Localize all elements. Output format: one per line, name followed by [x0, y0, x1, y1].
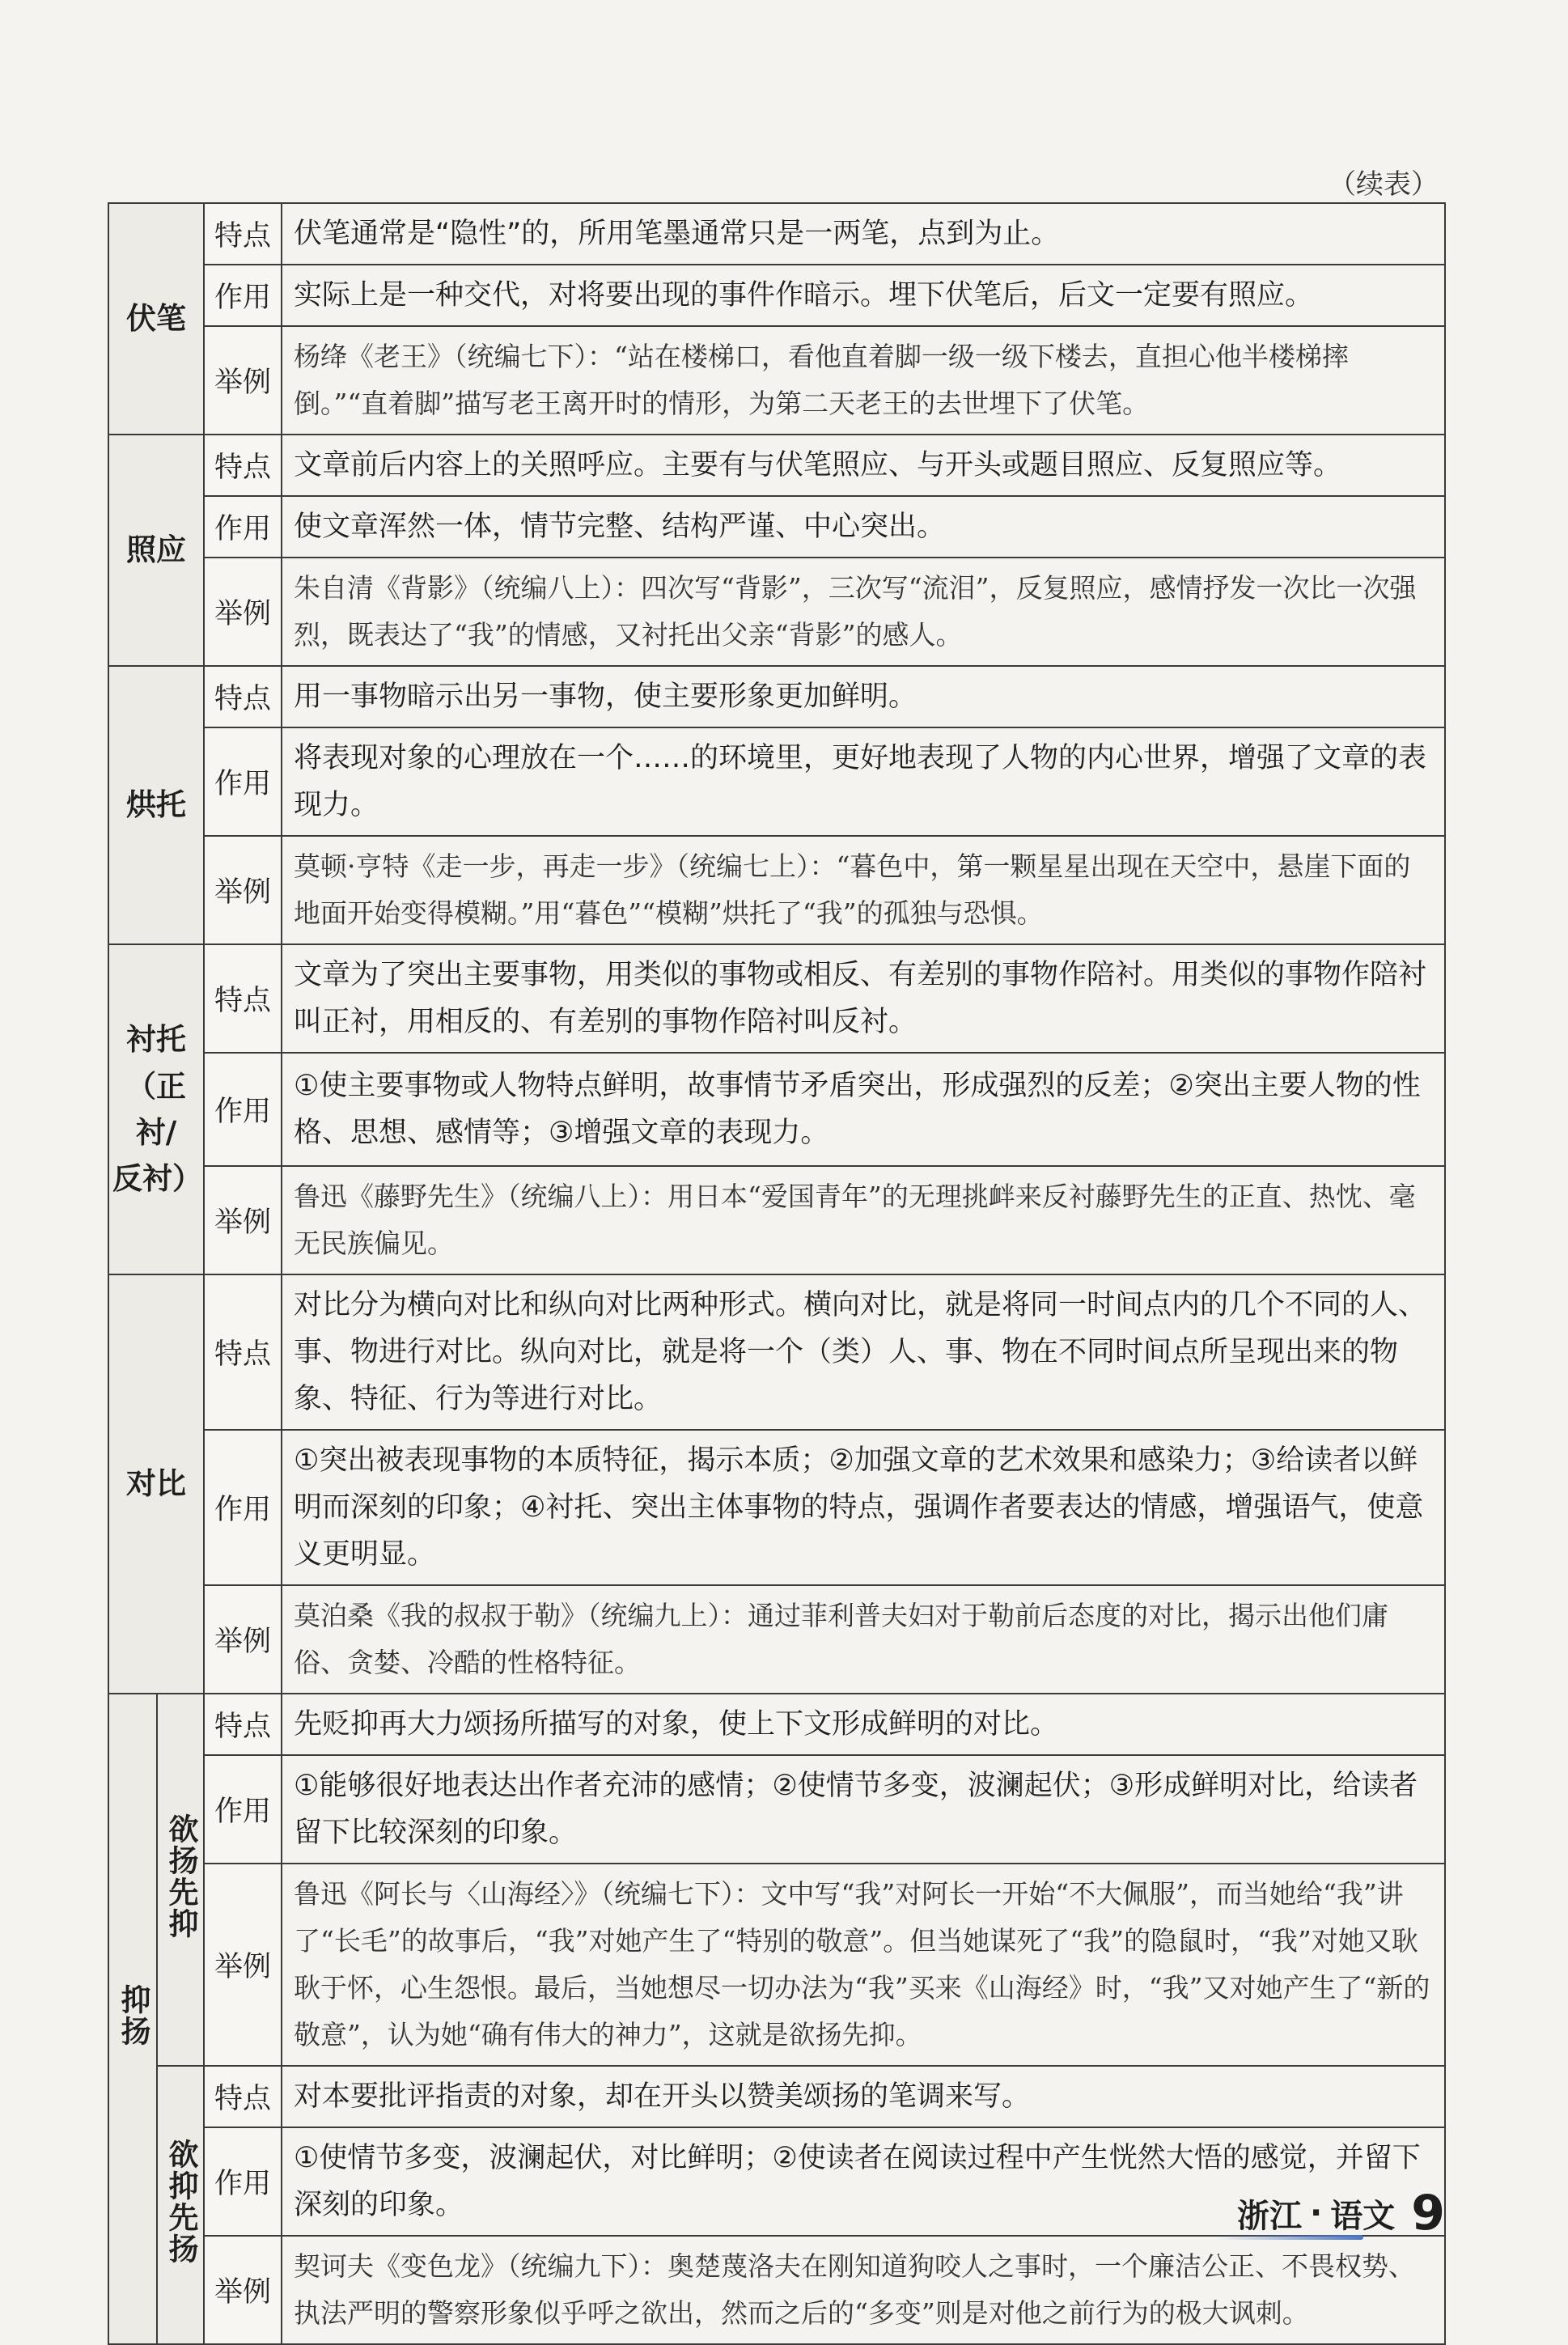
table-row	[108, 666, 1445, 727]
chentuo-trait: 文章为了突出主要事物，用类似的事物或相反、有差别的事物作陪衬。用类似的事物作陪衬叫正衬，用相反的、有差别的事物作陪衬叫反衬。	[282, 944, 1445, 1053]
hongtuo-example: 莫顿·亨特《走一步，再走一步》（统编七上）：“暮色中，第一颗星星出现在天空中，悬崖下面的地面开始变得模糊。”用“暮色”“模糊”烘托了“我”的孤独与恐惧。	[282, 836, 1445, 944]
group-label-line: （正衬/	[126, 1068, 186, 1150]
row-key-trait: 特点	[204, 666, 282, 727]
table-row	[108, 203, 1445, 265]
row-key-example: 举例	[204, 1166, 282, 1274]
row-key-trait: 特点	[204, 1694, 282, 1755]
row-key-example: 举例	[204, 558, 282, 666]
page-number: 9	[1411, 2185, 1445, 2241]
fubi-trait: 伏笔通常是“隐性”的，所用笔墨通常只是一两笔，点到为止。	[282, 203, 1445, 265]
table-row	[108, 727, 1445, 836]
chentuo-effect: ①使主要事物或人物特点鲜明，故事情节矛盾突出，形成强烈的反差；②突出主要人物的性格、思想、感情等；③增强文章的表现力。	[282, 1053, 1445, 1166]
table-row	[108, 265, 1445, 326]
zhaoying-trait: 文章前后内容上的关照呼应。主要有与伏笔照应、与开头或题目照应、反复照应等。	[282, 435, 1445, 496]
yuyi-example: 契诃夫《变色龙》（统编九下）：奥楚蔑洛夫在刚知道狗咬人之事时，一个廉洁公正、不畏权势、执法严明的警察形象似乎呼之欲出，然而之后的“多变”则是对他之前行为的极大讽刺。	[282, 2236, 1445, 2344]
row-key-trait: 特点	[204, 435, 282, 496]
table-row	[108, 1053, 1445, 1166]
yuyi-trait: 对本要批评指责的对象，却在开头以赞美颂扬的笔调来写。	[282, 2066, 1445, 2127]
row-key-effect: 作用	[204, 496, 282, 558]
yuyang-trait: 先贬抑再大力颂扬所描写的对象，使上下文形成鲜明的对比。	[282, 1694, 1445, 1755]
footer-dot: ·	[1310, 2194, 1323, 2232]
duibi-effect: ①突出被表现事物的本质特征，揭示本质；②加强文章的艺术效果和感染力；③给读者以鲜明而深刻的印象；④衬托、突出主体事物的特点，强调作者要表达的情感，增强语气，使意义更明显。	[282, 1430, 1445, 1585]
table-row	[108, 1166, 1445, 1274]
yuyi-effect: ①使情节多变，波澜起伏，对比鲜明；②使读者在阅读过程中产生恍然大悟的感觉，并留下深刻的印象。	[282, 2127, 1445, 2236]
table-row	[108, 836, 1445, 944]
hongtuo-trait: 用一事物暗示出另一事物，使主要形象更加鲜明。	[282, 666, 1445, 727]
row-key-example: 举例	[204, 2236, 282, 2344]
zhaoying-effect: 使文章浑然一体，情节完整、结构严谨、中心突出。	[282, 496, 1445, 558]
row-key-effect: 作用	[204, 1053, 282, 1166]
row-key-trait: 特点	[204, 2066, 282, 2127]
table-row	[108, 326, 1445, 435]
sub-label-yuyangxianyi	[157, 1694, 204, 2066]
group-label-line: 反衬）	[112, 1161, 202, 1197]
table-row	[108, 1864, 1445, 2066]
group-label-line: 衬托	[126, 1022, 186, 1058]
row-key-effect: 作用	[204, 265, 282, 326]
group-label-hongtuo: 烘托	[108, 666, 204, 944]
page-footer	[1237, 2185, 1445, 2241]
yuyang-example: 鲁迅《阿长与〈山海经〉》（统编七下）：文中写“我”对阿长一开始“不大佩服”，而当她给“我”讲了“长毛”的故事后，“我”对她产生了“特别的敬意”。但当她谋死了“我”的隐鼠时，“我”对她又耿耿于怀，心生怨恨。最后，当她想尽一切办法为“我”买来《山海经》时，“我”又对她产生了“新的敬意”，认为她“确有伟大的神力”，这就是欲扬先抑。	[282, 1864, 1445, 2066]
table-row	[108, 496, 1445, 558]
fubi-example: 杨绛《老王》（统编七下）：“站在楼梯口，看他直着脚一级一级下楼去，直担心他半楼梯摔倒。”“直着脚”描写老王离开时的情形，为第二天老王的去世埋下了伏笔。	[282, 326, 1445, 435]
chentuo-example: 鲁迅《藤野先生》（统编八上）：用日本“爱国青年”的无理挑衅来反衬藤野先生的正直、热忱、毫无民族偏见。	[282, 1166, 1445, 1274]
group-label-zhaoying: 照应	[108, 435, 204, 666]
table-row	[108, 1694, 1445, 1755]
group-label-fubi: 伏笔	[108, 203, 204, 435]
row-key-effect: 作用	[204, 1755, 282, 1864]
table-row	[108, 1585, 1445, 1694]
row-key-effect: 作用	[204, 727, 282, 836]
group-label-vertical: 抑扬	[116, 1983, 150, 2047]
group-label-yiyang	[108, 1694, 157, 2344]
hongtuo-effect: 将表现对象的心理放在一个……的环境里，更好地表现了人物的内心世界，增强了文章的表现力。	[282, 727, 1445, 836]
sub-label-yuyixianyang	[157, 2066, 204, 2344]
sub-label-vertical: 欲抑先扬	[163, 2138, 198, 2265]
techniques-table	[108, 202, 1446, 2345]
table-row	[108, 435, 1445, 496]
continued-label: （续表）	[1329, 168, 1439, 201]
table-row	[108, 2236, 1445, 2344]
group-label-duibi: 对比	[108, 1274, 204, 1694]
row-key-trait: 特点	[204, 944, 282, 1053]
duibi-example: 莫泊桑《我的叔叔于勒》（统编九上）：通过菲利普夫妇对于勒前后态度的对比，揭示出他们庸俗、贪婪、冷酷的性格特征。	[282, 1585, 1445, 1694]
table-row	[108, 1755, 1445, 1864]
table-row	[108, 1274, 1445, 1430]
row-key-example: 举例	[204, 326, 282, 435]
row-key-trait: 特点	[204, 1274, 282, 1430]
fubi-effect: 实际上是一种交代，对将要出现的事件作暗示。埋下伏笔后，后文一定要有照应。	[282, 265, 1445, 326]
row-key-example: 举例	[204, 1585, 282, 1694]
row-key-effect: 作用	[204, 2127, 282, 2236]
row-key-trait: 特点	[204, 203, 282, 265]
table-row	[108, 1430, 1445, 1585]
zhaoying-example: 朱自清《背影》（统编八上）：四次写“背影”，三次写“流泪”，反复照应，感情抒发一次比一次强烈，既表达了“我”的情感，又衬托出父亲“背影”的感人。	[282, 558, 1445, 666]
row-key-example: 举例	[204, 836, 282, 944]
sub-label-vertical: 欲扬先抑	[163, 1813, 198, 1940]
row-key-example: 举例	[204, 1864, 282, 2066]
footer-region: 浙江	[1237, 2197, 1303, 2235]
table-row	[108, 944, 1445, 1053]
duibi-trait: 对比分为横向对比和纵向对比两种形式。横向对比，就是将同一时间点内的几个不同的人、事、物进行对比。纵向对比，就是将一个（类）人、事、物在不同时间点所呈现出来的物象、特征、行为等进行对比。	[282, 1274, 1445, 1430]
row-key-effect: 作用	[204, 1430, 282, 1585]
footer-swoosh-decoration	[1218, 2235, 1363, 2240]
group-label-chentuo	[108, 944, 204, 1274]
footer-subject: 语文	[1330, 2197, 1396, 2235]
table-row	[108, 558, 1445, 666]
yuyang-effect: ①能够很好地表达出作者充沛的感情；②使情节多变，波澜起伏；③形成鲜明对比，给读者留下比较深刻的印象。	[282, 1755, 1445, 1864]
table-row	[108, 2066, 1445, 2127]
